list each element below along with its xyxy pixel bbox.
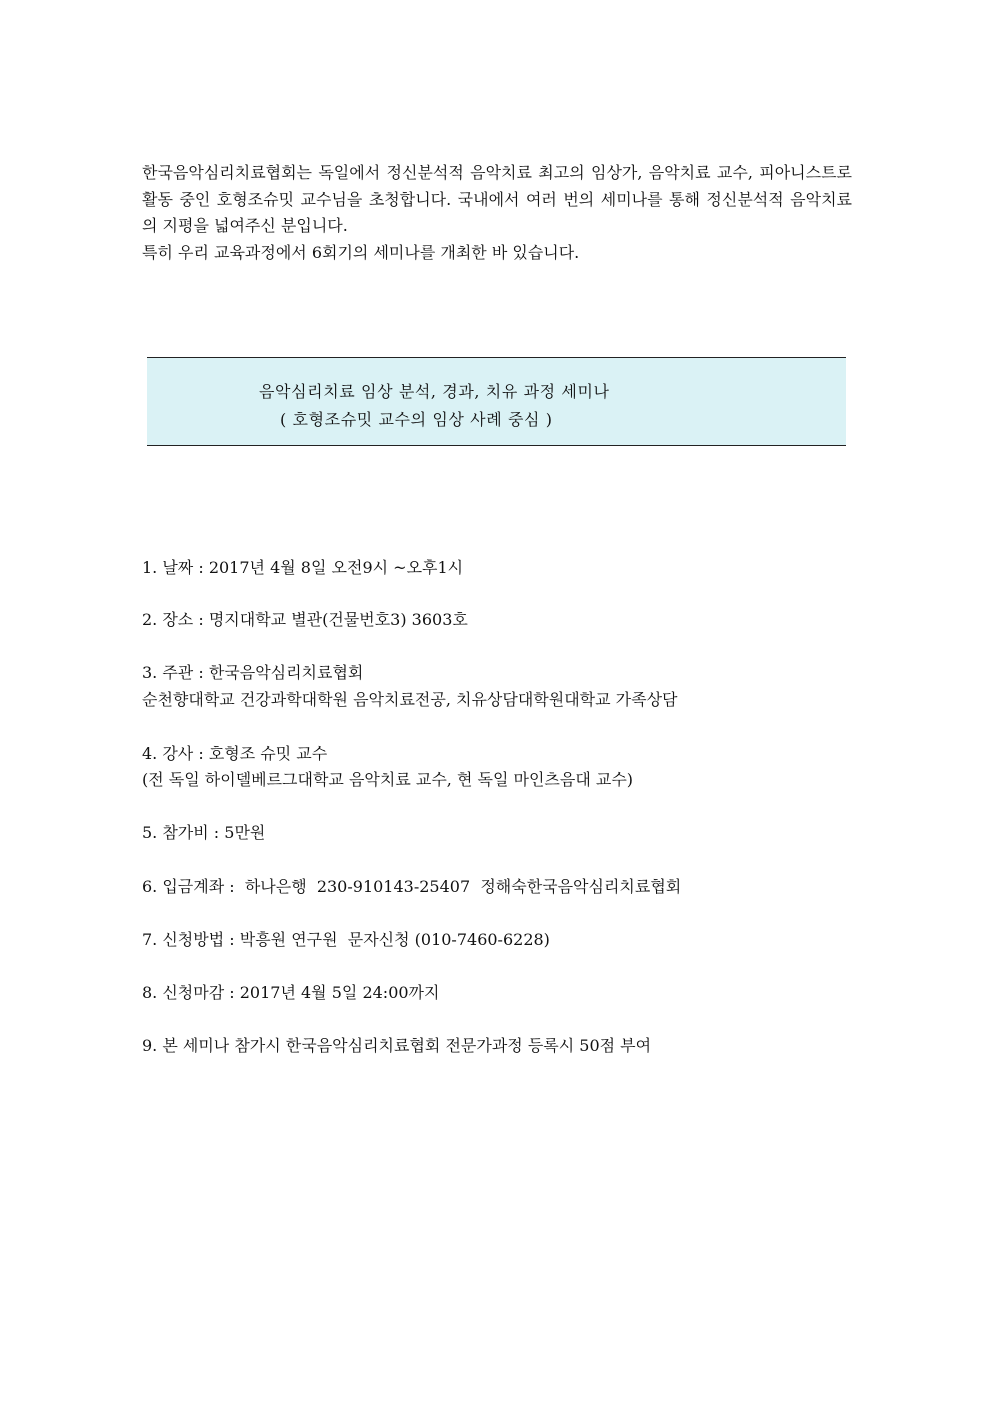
detail-bank-account: 6. 입금계좌 : 하나은행 230-910143-25407 정해숙한국음악심리치료협회 [142, 877, 682, 896]
detail-date: 1. 날짜 : 2017년 4월 8일 오전9시 ~오후1시 [142, 558, 464, 577]
detail-lecturer: 4. 강사 : 호형조 슈밋 교수 [142, 744, 328, 763]
seminar-title-banner [147, 357, 846, 446]
intro-note: 특히 우리 교육과정에서 6회기의 세미나를 개최한 바 있습니다. [142, 242, 580, 262]
detail-organizer: 3. 주관 : 한국음악심리치료협회 [142, 663, 364, 682]
seminar-title: 음악심리치료 임상 분석, 경과, 치유 과정 세미나 [259, 382, 610, 401]
detail-venue: 2. 장소 : 명지대학교 별관(건물번호3) 3603호 [142, 610, 468, 629]
detail-deadline: 8. 신청마감 : 2017년 4월 5일 24:00까지 [142, 983, 440, 1002]
seminar-subtitle: ( 호형조슈밋 교수의 임상 사례 중심 ) [280, 410, 553, 429]
detail-fee: 5. 참가비 : 5만원 [142, 823, 266, 842]
detail-organizer-partners: 순천향대학교 건강과학대학원 음악치료전공, 치유상담대학원대학교 가족상담 [142, 690, 678, 709]
detail-credit-points: 9. 본 세미나 참가시 한국음악심리치료협회 전문가과정 등록시 50점 부여 [142, 1036, 652, 1055]
detail-application-method: 7. 신청방법 : 박흥원 연구원 문자신청 (010-7460-6228) [142, 930, 550, 949]
intro-paragraph: 한국음악심리치료협회는 독일에서 정신분석적 음악치료 최고의 임상가, 음악치료 교수, 피아니스트로 활동 중인 호형조슈밋 교수님을 초청합니다. 국내에서 여러 번의 세미나를 통해 정신분석적 음악치료의 지평을 넓여주신 분입니다. [142, 163, 852, 235]
detail-lecturer-bio: (전 독일 하이델베르그대학교 음악치료 교수, 현 독일 마인츠음대 교수) [142, 770, 634, 789]
intro-section [142, 160, 852, 266]
